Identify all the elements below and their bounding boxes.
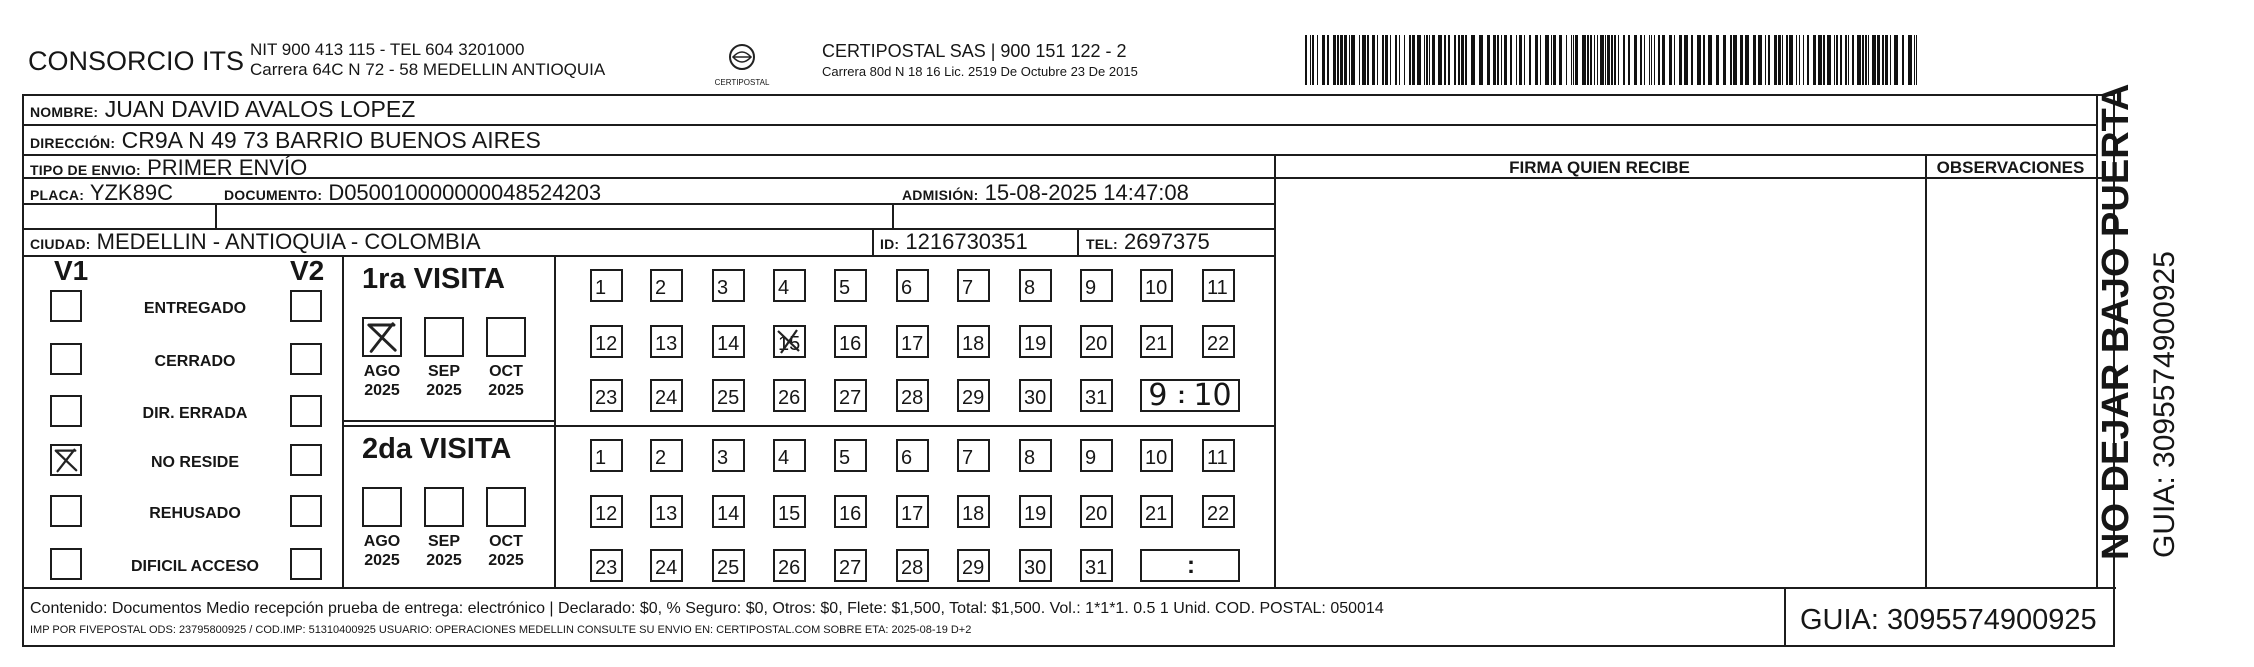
day-box[interactable]	[1080, 439, 1113, 472]
day-box[interactable]	[896, 269, 929, 302]
day-number: 10	[1145, 277, 1168, 299]
day-box[interactable]	[773, 549, 806, 582]
day-box[interactable]	[896, 379, 929, 412]
month-label	[352, 362, 412, 400]
day-box[interactable]	[590, 379, 623, 412]
time-colon: :	[1187, 551, 1195, 579]
day-box[interactable]	[834, 439, 867, 472]
day-box[interactable]	[1019, 549, 1052, 582]
v2-checkbox[interactable]	[290, 495, 322, 527]
nombre-value: JUAN DAVID AVALOS LOPEZ	[104, 96, 416, 122]
certipostal-sub: Carrera 80d N 18 16 Lic. 2519 De Octubre 23 De 2015	[822, 64, 1138, 79]
visit-title: 1ra VISITA	[362, 263, 505, 295]
month-checkbox[interactable]	[486, 317, 526, 357]
day-box[interactable]	[650, 495, 683, 528]
day-box[interactable]	[773, 439, 806, 472]
v1-checkbox[interactable]	[50, 343, 82, 375]
day-number: 16	[839, 503, 862, 525]
day-box[interactable]	[773, 495, 806, 528]
handwritten-mark-icon	[52, 446, 80, 474]
month-year: 2025	[488, 382, 524, 399]
day-number: 20	[1085, 503, 1108, 525]
v1-checkbox[interactable]	[50, 290, 82, 322]
tel-field	[1086, 229, 1210, 255]
day-number: 25	[717, 387, 740, 409]
day-number: 21	[1145, 333, 1168, 355]
time-box[interactable]	[1140, 549, 1240, 582]
status-label: REHUSADO	[149, 505, 241, 522]
day-number: 31	[1085, 387, 1108, 409]
day-number: 26	[778, 387, 801, 409]
day-box[interactable]	[957, 495, 990, 528]
day-box[interactable]	[957, 325, 990, 358]
day-number: 2	[655, 447, 667, 469]
day-box[interactable]	[590, 495, 623, 528]
month-name: OCT	[489, 363, 523, 380]
tipo-label: TIPO DE ENVIO:	[30, 162, 141, 178]
day-number: 13	[655, 503, 678, 525]
day-number: 17	[901, 333, 924, 355]
tel-value: 2697375	[1124, 229, 1210, 254]
ciudad-field	[30, 229, 481, 255]
time-hour: 9	[1148, 378, 1168, 413]
day-box[interactable]	[1080, 325, 1113, 358]
day-box[interactable]	[590, 325, 623, 358]
day-box[interactable]	[650, 439, 683, 472]
day-number: 20	[1085, 333, 1108, 355]
day-number: 31	[1085, 557, 1108, 579]
day-number: 6	[901, 277, 913, 299]
day-box[interactable]	[1019, 439, 1052, 472]
ciudad-label: CIUDAD:	[30, 236, 91, 252]
tipo-row	[30, 155, 307, 181]
month-label	[414, 362, 474, 400]
day-box[interactable]	[834, 379, 867, 412]
day-box[interactable]	[1019, 325, 1052, 358]
day-box[interactable]	[650, 549, 683, 582]
status-label: NO RESIDE	[150, 454, 239, 471]
day-box[interactable]	[1140, 495, 1173, 528]
day-box[interactable]	[712, 269, 745, 302]
day-number: 29	[962, 557, 985, 579]
day-box[interactable]	[1019, 269, 1052, 302]
month-label	[476, 362, 536, 400]
day-box[interactable]	[1140, 439, 1173, 472]
day-box[interactable]	[957, 379, 990, 412]
day-number: 3	[717, 277, 729, 299]
side-guia: GUIA: 3095574900925	[2148, 251, 2181, 558]
month-name: SEP	[427, 363, 460, 380]
admision-label: ADMISIÓN:	[902, 187, 979, 203]
day-number: 8	[1024, 447, 1036, 469]
v2-checkbox[interactable]	[290, 290, 322, 322]
day-number: 19	[1024, 503, 1047, 525]
month-name: SEP	[427, 533, 460, 550]
day-number: 30	[1024, 387, 1047, 409]
ciudad-value: MEDELLIN - ANTIOQUIA - COLOMBIA	[96, 229, 481, 254]
day-number: 28	[901, 557, 924, 579]
day-number: 18	[962, 503, 985, 525]
day-number: 27	[839, 557, 862, 579]
day-number: 7	[962, 277, 974, 299]
time-colon: :	[1177, 381, 1186, 409]
month-name: OCT	[489, 533, 523, 550]
day-number: 19	[1024, 333, 1047, 355]
v1-checkbox[interactable]	[50, 548, 82, 580]
day-number: 18	[962, 333, 985, 355]
day-box[interactable]	[834, 495, 867, 528]
day-number: 16	[839, 333, 862, 355]
day-number: 15	[778, 503, 801, 525]
day-number: 9	[1085, 277, 1097, 299]
day-number: 29	[962, 387, 985, 409]
observaciones-header: OBSERVACIONES	[1936, 158, 2085, 177]
month-year: 2025	[426, 552, 462, 569]
month-checkbox[interactable]	[424, 487, 464, 527]
day-box[interactable]	[1019, 495, 1052, 528]
day-number: 28	[901, 387, 924, 409]
time-box[interactable]	[1140, 379, 1240, 412]
day-box[interactable]	[1140, 269, 1173, 302]
footer-imp: IMP POR FIVEPOSTAL ODS: 23795800925 / COD.IMP: 51310400925 USUARIO: OPERACIONES MEDELLIN CONSULTE SU ENVIO EN: CERTIPOSTAL.COM SOBRE ETA: 2025-08-19 D+2	[30, 624, 972, 636]
day-box[interactable]	[1080, 379, 1113, 412]
day-box[interactable]	[957, 269, 990, 302]
day-number: 14	[717, 333, 740, 355]
direccion-value: CR9A N 49 73 BARRIO BUENOS AIRES	[121, 127, 541, 153]
company-address: Carrera 64C N 72 - 58 MEDELLIN ANTIOQUIA	[250, 60, 606, 79]
handwritten-mark-icon	[775, 327, 805, 357]
day-number: 10	[1145, 447, 1168, 469]
footer-guia: GUIA: 3095574900925	[1800, 604, 2097, 636]
day-box[interactable]	[1080, 549, 1113, 582]
v1-checkbox[interactable]	[50, 444, 82, 476]
day-box[interactable]	[712, 439, 745, 472]
status-label: CERRADO	[154, 353, 236, 370]
company-name: CONSORCIO ITS	[28, 46, 245, 76]
day-box[interactable]	[896, 439, 929, 472]
status-label: DIR. ERRADA	[142, 405, 248, 422]
nombre-row	[30, 96, 415, 123]
day-number: 2	[655, 277, 667, 299]
day-box[interactable]	[590, 269, 623, 302]
direccion-row	[30, 127, 541, 154]
month-label	[476, 532, 536, 570]
month-checkbox[interactable]	[424, 317, 464, 357]
day-number: 3	[717, 447, 729, 469]
id-value: 1216730351	[905, 229, 1028, 254]
v2-checkbox[interactable]	[290, 343, 322, 375]
month-year: 2025	[364, 382, 400, 399]
handwritten-mark-icon	[364, 319, 400, 355]
certipostal-line: CERTIPOSTAL SAS | 900 151 122 - 2	[822, 41, 1127, 61]
day-box[interactable]	[1019, 379, 1052, 412]
certipostal-logo-icon	[720, 37, 764, 81]
day-number: 22	[1207, 503, 1230, 525]
day-box[interactable]	[834, 549, 867, 582]
day-box[interactable]	[1202, 269, 1235, 302]
day-number: 8	[1024, 277, 1036, 299]
day-number: 14	[717, 503, 740, 525]
status-label: ENTREGADO	[143, 300, 247, 317]
day-number: 9	[1085, 447, 1097, 469]
nombre-label: NOMBRE:	[30, 104, 99, 120]
footer-contenido: Contenido: Documentos Medio recepción prueba de entrega: electrónico | Declarado: $0, % Seguro: $0, Otros: $0, Flete: $1,500, Total: $1,500. Vol.: 1*1*1. 0.5 1 Unid. COD. POSTAL: 050014	[30, 600, 1384, 617]
day-number: 24	[655, 557, 678, 579]
day-box[interactable]	[834, 269, 867, 302]
day-number: 5	[839, 277, 851, 299]
day-box[interactable]	[834, 325, 867, 358]
day-box[interactable]	[896, 549, 929, 582]
day-number: 21	[1145, 503, 1168, 525]
day-box[interactable]	[957, 549, 990, 582]
admision-value: 15-08-2025 14:47:08	[984, 180, 1189, 205]
company-nit: NIT 900 413 115 - TEL 604 3201000	[250, 40, 525, 59]
month-name: AGO	[363, 533, 401, 550]
v2-label: V2	[290, 255, 325, 286]
documento-field	[224, 180, 601, 206]
day-box[interactable]	[957, 439, 990, 472]
month-label	[414, 532, 474, 570]
placa-field	[30, 180, 173, 206]
day-number: 25	[717, 557, 740, 579]
month-checkbox[interactable]	[362, 317, 402, 357]
day-box[interactable]	[712, 379, 745, 412]
v1-checkbox[interactable]	[50, 495, 82, 527]
day-number: 1	[595, 447, 607, 469]
month-year: 2025	[488, 552, 524, 569]
day-box[interactable]	[773, 325, 806, 358]
day-number: 12	[595, 333, 618, 355]
day-box[interactable]	[896, 495, 929, 528]
day-number: 30	[1024, 557, 1047, 579]
day-box[interactable]	[1202, 439, 1235, 472]
month-checkbox[interactable]	[486, 487, 526, 527]
day-box[interactable]	[590, 439, 623, 472]
day-number: 11	[1207, 277, 1228, 299]
day-number: 24	[655, 387, 678, 409]
status-label: DIFICIL ACCESO	[130, 558, 259, 575]
day-number: 4	[778, 447, 790, 469]
tipo-value: PRIMER ENVÍO	[147, 155, 308, 180]
month-name: AGO	[363, 363, 401, 380]
day-number: 23	[595, 387, 618, 409]
barcode-icon	[1305, 35, 1920, 85]
day-number: 12	[595, 503, 618, 525]
tel-label: TEL:	[1086, 236, 1118, 252]
day-box[interactable]	[896, 325, 929, 358]
placa-label: PLACA:	[30, 187, 85, 203]
no-dejar-warning: NO DEJAR BAJO PUERTA	[2095, 83, 2137, 560]
day-number: 26	[778, 557, 801, 579]
v2-checkbox[interactable]	[290, 444, 322, 476]
day-number: 7	[962, 447, 974, 469]
day-box[interactable]	[650, 325, 683, 358]
day-box[interactable]	[1080, 495, 1113, 528]
v1-checkbox[interactable]	[50, 395, 82, 427]
v1-label: V1	[54, 255, 89, 286]
direccion-label: DIRECCIÓN:	[30, 135, 116, 151]
day-number: 22	[1207, 333, 1230, 355]
day-number: 13	[655, 333, 678, 355]
month-year: 2025	[364, 552, 400, 569]
day-box[interactable]	[1080, 269, 1113, 302]
day-box[interactable]	[712, 495, 745, 528]
day-box[interactable]	[650, 269, 683, 302]
day-box[interactable]	[712, 549, 745, 582]
day-number: 4	[778, 277, 790, 299]
day-number: 27	[839, 387, 862, 409]
placa-value: YZK89C	[89, 180, 173, 205]
visit-title: 2da VISITA	[362, 433, 512, 465]
day-number: 5	[839, 447, 851, 469]
day-number: 6	[901, 447, 913, 469]
time-minutes: 10	[1193, 378, 1232, 413]
v2-checkbox[interactable]	[290, 548, 322, 580]
day-box[interactable]	[712, 325, 745, 358]
day-box[interactable]	[1202, 495, 1235, 528]
documento-value: D050010000000048524203	[328, 180, 602, 205]
day-box[interactable]	[773, 269, 806, 302]
day-number: 11	[1207, 447, 1228, 469]
day-box[interactable]	[1202, 325, 1235, 358]
day-number: 15	[778, 333, 801, 355]
admision-field	[902, 180, 1189, 206]
id-label: ID:	[880, 236, 900, 252]
day-box[interactable]	[1140, 325, 1173, 358]
day-box[interactable]	[590, 549, 623, 582]
month-checkbox[interactable]	[362, 487, 402, 527]
firma-header: FIRMA QUIEN RECIBE	[1509, 158, 1690, 177]
v2-checkbox[interactable]	[290, 395, 322, 427]
id-field	[880, 229, 1028, 255]
month-year: 2025	[426, 382, 462, 399]
logo-caption: CERTIPOSTAL	[714, 78, 770, 87]
month-label	[352, 532, 412, 570]
day-number: 1	[595, 277, 607, 299]
day-number: 17	[901, 503, 924, 525]
day-number: 23	[595, 557, 618, 579]
day-box[interactable]	[650, 379, 683, 412]
documento-label: DOCUMENTO:	[224, 187, 323, 203]
day-box[interactable]	[773, 379, 806, 412]
